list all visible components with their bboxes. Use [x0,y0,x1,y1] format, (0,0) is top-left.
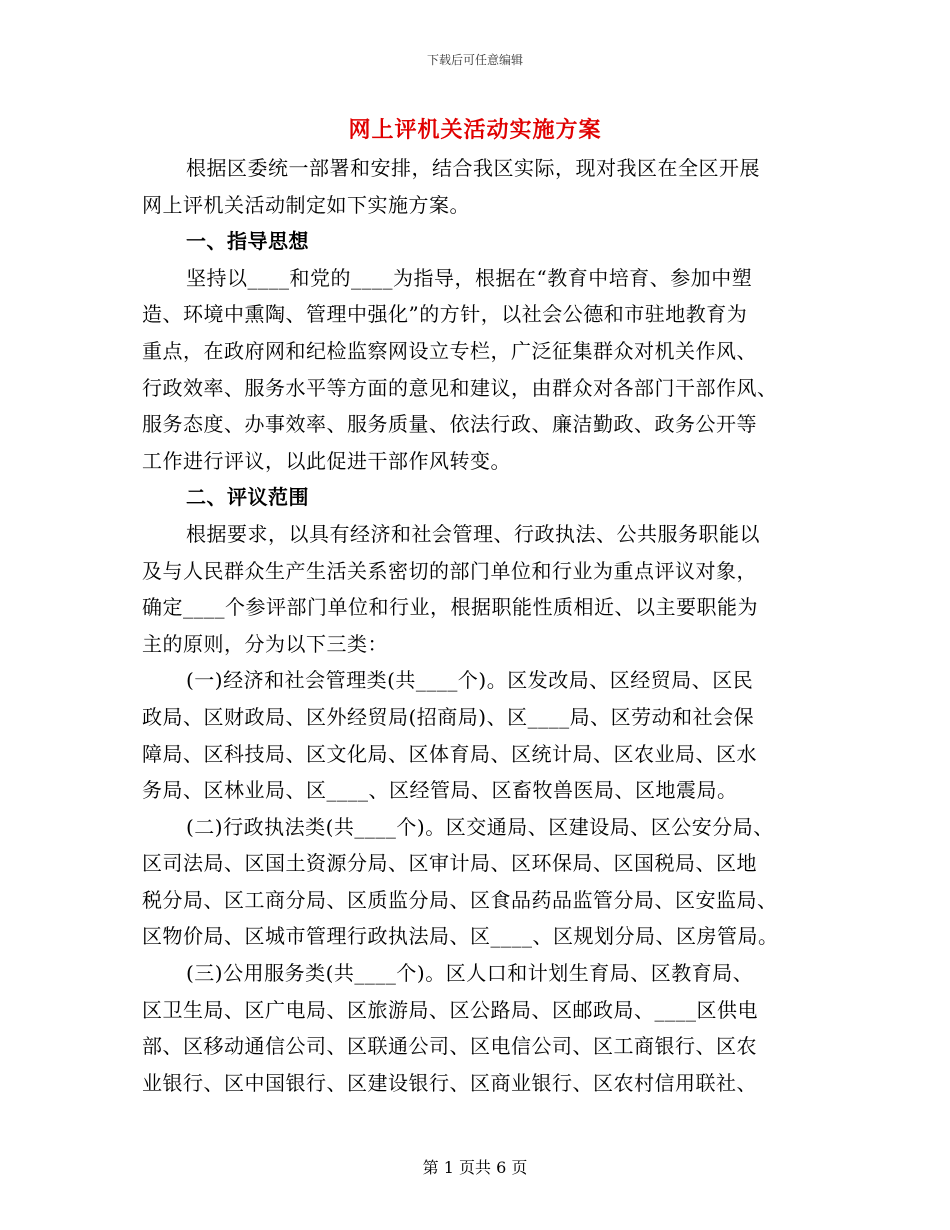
section-heading: 一、指导思想 [186,229,309,254]
paragraph-line: 区物价局、区城市管理行政执法局、区____、区规划分局、区房管局。 [142,924,779,949]
paragraph-line: 障局、区科技局、区文化局、区体育局、区统计局、区农业局、区水 [142,741,757,766]
page-header: 下载后可任意编辑 [426,53,523,67]
paragraph-line: 服务态度、办事效率、服务质量、依法行政、廉洁勤政、政务公开等 [142,412,757,437]
section-heading: 二、评议范围 [186,485,309,510]
paragraph-line: 主的原则，分为以下三类： [142,631,388,656]
paragraph-line: 网上评机关活动制定如下实施方案。 [142,192,470,217]
paragraph-line: 根据区委统一部署和安排，结合我区实际，现对我区在全区开展 [186,156,760,180]
paragraph-line: 工作进行评议，以此促进干部作风转变。 [142,448,511,473]
paragraph-line: 区卫生局、区广电局、区旅游局、区公路局、区邮政局、____区供电 [142,997,758,1022]
paragraph-line: 务局、区林业局、区____、区经管局、区畜牧兽医局、区地震局。 [142,778,738,803]
paragraph-line: (一)经济和社会管理类(共____个)。区发改局、区经贸局、区民 [186,668,754,693]
paragraph-line: 及与人民群众生产生活关系密切的部门单位和行业为重点评议对象， [142,558,757,583]
paragraph-line: 坚持以____和党的____为指导，根据在“教育中培育、参加中塑 [186,265,753,290]
paragraph-line: (二)行政执法类(共____个)。区交通局、区建设局、区公安分局、 [186,814,774,839]
paragraph-line: 业银行、区中国银行、区建设银行、区商业银行、区农村信用联社、 [142,1070,757,1095]
paragraph-line: 确定____个参评部门单位和行业，根据职能性质相近、以主要职能为 [142,595,758,620]
paragraph-line: 税分局、区工商分局、区质监分局、区食品药品监管分局、区安监局、 [142,887,778,912]
paragraph-line: 重点，在政府网和纪检监察网设立专栏，广泛征集群众对机关作风、 [142,338,757,363]
paragraph-line: 政局、区财政局、区外经贸局(招商局)、区____局、区劳动和社会保 [142,704,755,729]
paragraph-line: 区司法局、区国土资源分局、区审计局、区环保局、区国税局、区地 [142,851,757,876]
page-number-footer: 第 1 页共 6 页 [422,1158,528,1177]
paragraph-line: 造、环境中熏陶、管理中强化”的方针，以社会公德和市驻地教育为 [142,302,748,327]
document-title: 网上评机关活动实施方案 [348,117,602,143]
document-body [142,150,810,1101]
paragraph-line: 行政效率、服务水平等方面的意见和建议，由群众对各部门干部作风、 [142,375,778,400]
paragraph-line: (三)公用服务类(共____个)。区人口和计划生育局、区教育局、 [186,961,754,986]
paragraph-line: 部、区移动通信公司、区联通公司、区电信公司、区工商银行、区农 [142,1034,757,1059]
paragraph-line: 根据要求，以具有经济和社会管理、行政执法、公共服务职能以 [186,521,760,546]
